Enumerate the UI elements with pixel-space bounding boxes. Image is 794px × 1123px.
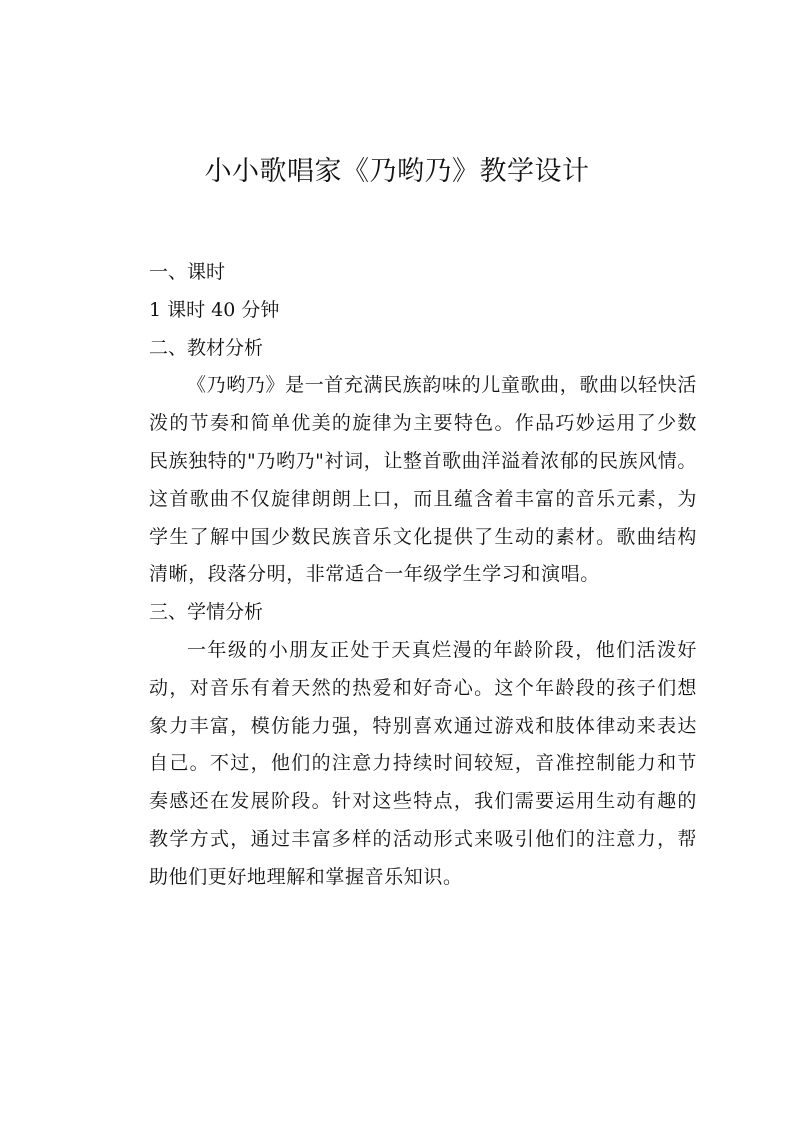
student-analysis-paragraph: 一年级的小朋友正处于天真烂漫的年龄阶段，他们活泼好动，对音乐有着天然的热爱和好奇心。这个年龄段的孩子们想象力丰富，模仿能力强，特别喜欢通过游戏和肢体律动来表达自己。不过，他们的注意力持续时间较短，音准控制能力和节奏感还在发展阶段。针对这些特点，我们需要运用生动有趣的教学方式，通过丰富多样的活动形式来吸引他们的注意力，帮助他们更好地理解和掌握音乐知识。 xyxy=(149,638,697,888)
section-heading-student-analysis: 三、学情分析 xyxy=(149,601,264,624)
section-heading-material-analysis: 二、教材分析 xyxy=(149,336,264,359)
section-heading-class-hours: 一、课时 xyxy=(149,261,226,283)
document-body xyxy=(149,254,697,897)
material-analysis-paragraph: 《乃哟乃》是一首充满民族韵味的儿童歌曲，歌曲以轻快活泼的节奏和简单优美的旋律为主要特色。作品巧妙运用了少数民族独特的"乃哟乃"衬词，让整首歌曲洋溢着浓郁的民族风情。这首歌曲不仅旋律朗朗上口，而且蕴含着丰富的音乐元素，为学生了解中国少数民族音乐文化提供了生动的素材。歌曲结构清晰，段落分明，非常适合一年级学生学习和演唱。 xyxy=(149,374,697,586)
document-title: 小小歌唱家《乃哟乃》教学设计 xyxy=(204,156,590,187)
class-hours-text: 1 课时 40 分钟 xyxy=(149,298,280,321)
